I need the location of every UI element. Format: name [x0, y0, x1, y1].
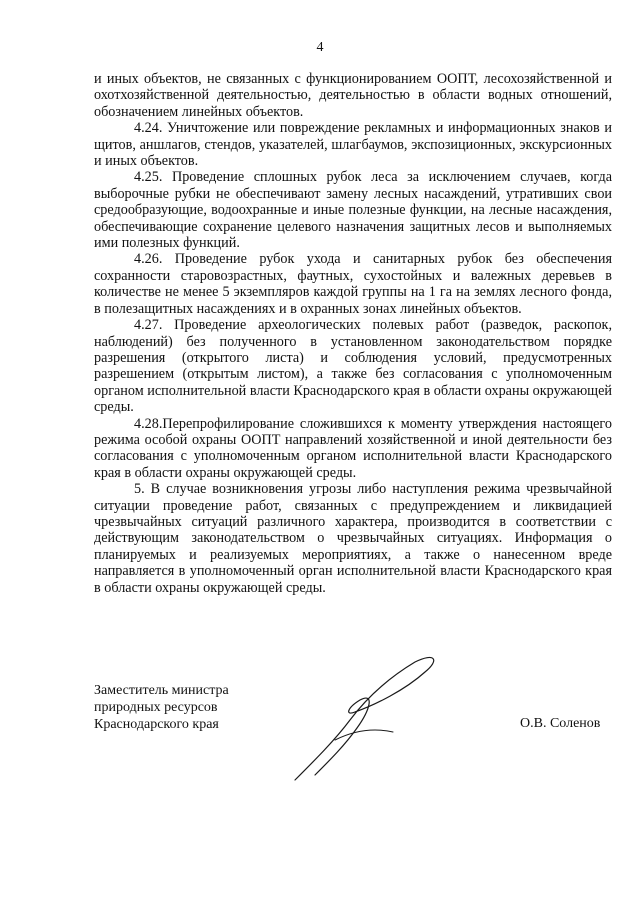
paragraph-continuation: и иных объектов, не связанных с функционированием ООПТ, лесохозяйственной и охотхозяйственной деятельностью, деятельностью в области водных отношений, обозначением линейных объектов. [94, 71, 612, 120]
handwritten-signature [275, 650, 455, 790]
signatory-name: О.В. Соленов [520, 716, 601, 731]
signatory-title-line: природных ресурсов [94, 700, 218, 715]
paragraph-4-28: 4.28.Перепрофилирование сложившихся к моменту утверждения настоящего режима особой охраны ООПТ направлений хозяйственной и иной деятельности без согласования с уполномоченным органом исполнительной власти Краснодарского края в области охраны окружающей среды. [94, 415, 612, 481]
paragraph-4-27: 4.27. Проведение археологических полевых работ (разведок, раскопок, наблюдений) без полученного в установленном законодательством порядке разрешения (открытого листа) и соблюдения условий, предусмотренных разрешением (открытым листом), а также без согласования с уполномоченным органом исполнительной власти Краснодарского края в области охраны окружающей среды. [94, 317, 612, 416]
signatory-title-line: Краснодарского края [94, 717, 219, 732]
body-text [94, 71, 612, 596]
paragraph-4-25: 4.25. Проведение сплошных рубок леса за исключением случаев, когда выборочные рубки не обеспечивают замену лесных насаждений, утративших свои средообразующие, водоохранные и иные полезные функции, на лесные насаждения, обеспечивающие сохранение целевого назначения защитных лесов и выполняемых ими полезных функций. [94, 169, 612, 252]
signatory-title [94, 682, 229, 733]
paragraph-4-26: 4.26. Проведение рубок ухода и санитарных рубок без обеспечения сохранности старовозрастных, фаутных, сухостойных и валежных деревьев в количестве не менее 5 экземпляров каждой группы на 1 га на землях лесного фонда, в полезащитных насаждениях и в охранных зонах линейных объектов. [94, 251, 612, 317]
page-number: 4 [316, 40, 324, 55]
signatory-title-line: Заместитель министра [94, 683, 229, 698]
paragraph-4-24: 4.24. Уничтожение или повреждение рекламных и информационных знаков и щитов, аншлагов, стендов, указателей, шлагбаумов, экспозиционных, экскурсионных и иных объектов. [94, 120, 612, 170]
paragraph-5: 5. В случае возникновения угрозы либо наступления режима чрезвычайной ситуации проведение работ, связанных с предупреждением и ликвидацией чрезвычайных ситуаций различного характера, производится в соответствии с действующим законодательством о чрезвычайных ситуациях. Информация о планируемых и реализуемых мероприятиях, а также о нанесенном вреде направляется в уполномоченный орган исполнительной власти Краснодарского края в области охраны окружающей среды. [94, 481, 612, 596]
